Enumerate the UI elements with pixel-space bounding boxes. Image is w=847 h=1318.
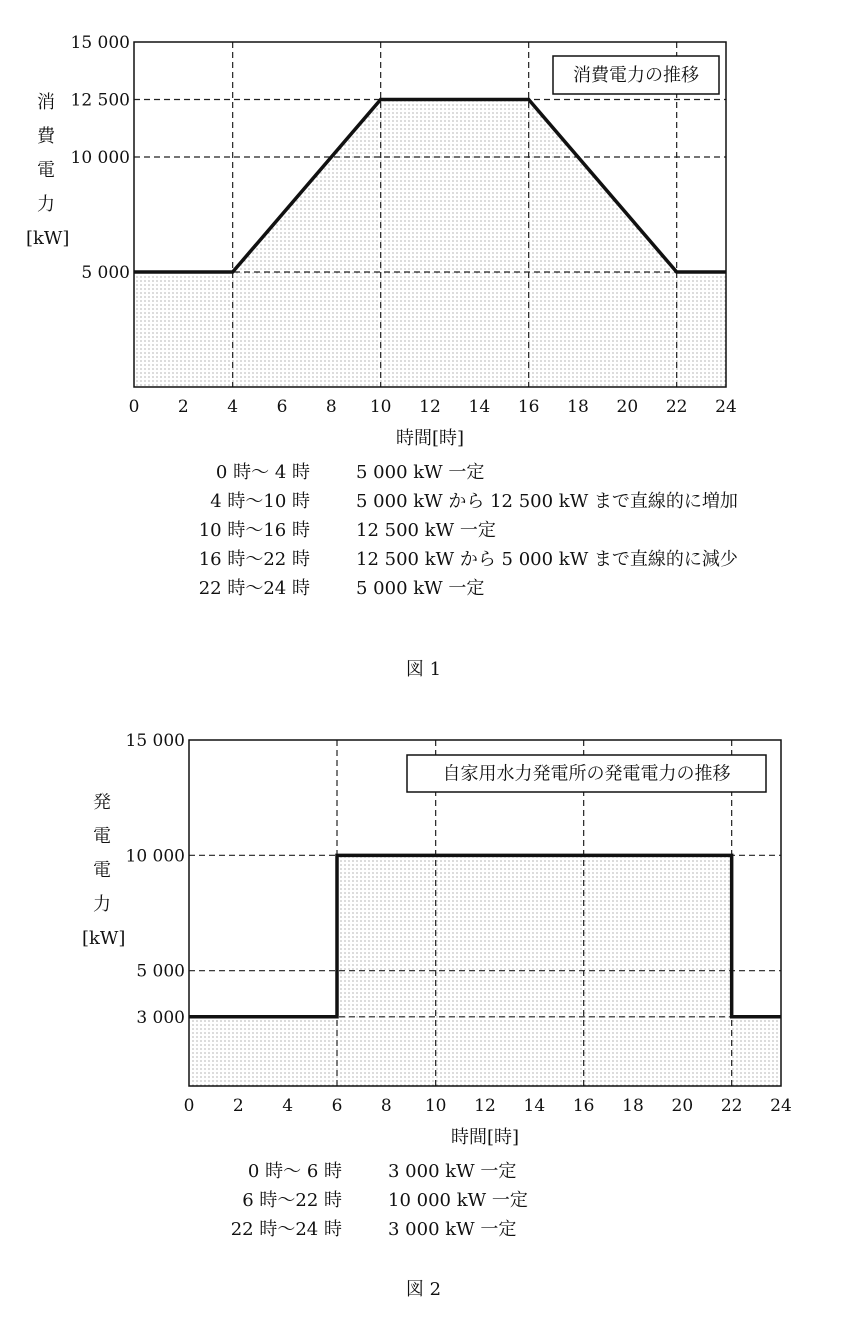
description-row: 0 時～ 4 時 5 000 kW 一定 (215, 462, 485, 483)
x-tick-label: 22 (720, 1096, 743, 1116)
x-tick-label: 2 (177, 397, 189, 417)
description-row: 6 時～22 時 10 000 kW 一定 (242, 1190, 528, 1211)
x-tick-label: 8 (325, 397, 337, 417)
x-tick-label: 20 (616, 397, 639, 417)
y-tick-label: 3 000 (136, 1007, 185, 1028)
figure1-y-axis-label: 消 費 電 力 [kW] (26, 92, 70, 249)
chart-title: 消費電力の推移 (573, 65, 699, 86)
x-tick-label: 0 (128, 397, 140, 417)
x-tick-label: 8 (380, 1096, 392, 1116)
x-tick-label: 0 (183, 1096, 195, 1116)
x-tick-label: 2 (232, 1096, 244, 1116)
y-tick-label: 12 500 (70, 90, 130, 111)
x-tick-label: 22 (665, 397, 688, 417)
figure1-description (180, 458, 738, 603)
description-row: 0 時～ 6 時 3 000 kW 一定 (247, 1161, 517, 1182)
area-fill (134, 100, 726, 388)
x-tick-label: 24 (770, 1096, 792, 1116)
x-tick-label: 18 (622, 1096, 644, 1116)
figure2-caption: 図 2 (405, 1279, 442, 1300)
description-row: 16 時～22 時 12 500 kW から 5 000 kW まで直線的に減少 (198, 549, 738, 570)
x-tick-label: 12 (419, 397, 441, 417)
x-tick-label: 16 (572, 1096, 595, 1116)
x-tick-label: 14 (523, 1096, 546, 1116)
figure2-chart (0, 700, 847, 1150)
y-tick-label: 10 000 (125, 846, 185, 867)
y-tick-label: 15 000 (70, 33, 130, 53)
x-tick-label: 6 (276, 397, 288, 417)
x-axis-label: 時間[時] (450, 1127, 520, 1148)
x-tick-label: 10 (424, 1096, 447, 1116)
x-axis-label: 時間[時] (395, 428, 465, 449)
x-tick-label: 24 (715, 397, 737, 417)
x-tick-label: 4 (227, 397, 239, 417)
x-tick-label: 10 (369, 397, 392, 417)
figure1-caption: 図 1 (405, 659, 442, 680)
x-tick-label: 20 (671, 1096, 694, 1116)
description-row: 10 時～16 時 12 500 kW 一定 (198, 520, 496, 541)
y-tick-label: 5 000 (136, 961, 185, 982)
x-tick-label: 4 (282, 1096, 294, 1116)
x-tick-label: 18 (567, 397, 589, 417)
description-row: 4 時～10 時 5 000 kW から 12 500 kW まで直線的に増加 (210, 491, 738, 512)
chart-title: 自家用水力発電所の発電電力の推移 (442, 763, 731, 785)
y-tick-label: 10 000 (70, 148, 130, 168)
figure1-chart (0, 0, 847, 450)
x-tick-label: 12 (474, 1096, 496, 1116)
figure2-description (210, 1157, 528, 1244)
figure2-y-axis-label: 発 電 電 力 [kW] (82, 792, 126, 949)
y-tick-label: 5 000 (81, 263, 130, 283)
description-row: 22 時～24 時 3 000 kW 一定 (230, 1219, 517, 1240)
x-tick-label: 6 (331, 1096, 343, 1116)
x-tick-label: 16 (517, 397, 540, 417)
description-row: 22 時～24 時 5 000 kW 一定 (198, 578, 485, 599)
x-tick-label: 14 (468, 397, 491, 417)
y-tick-label: 15 000 (125, 731, 185, 751)
